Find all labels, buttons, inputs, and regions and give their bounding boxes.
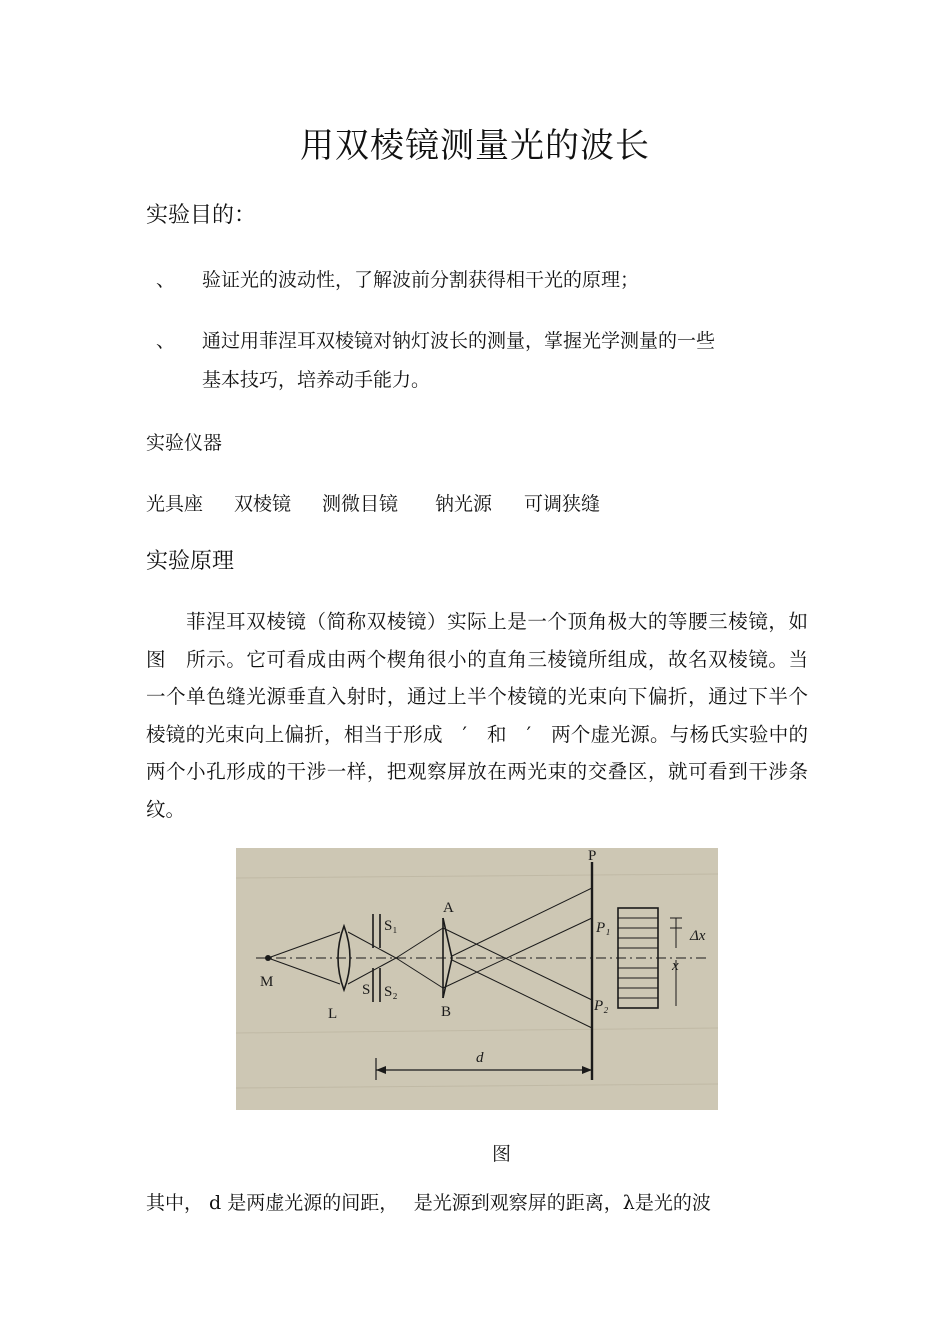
label-x: x [672, 958, 679, 974]
label-B: B [441, 1004, 452, 1020]
label-dx: Δx [690, 928, 706, 944]
instrument-item: 双棱镜 [234, 493, 292, 515]
label-M: M [260, 974, 274, 990]
purpose-heading: 实验目的： [146, 203, 257, 228]
label-S2: S₂ [384, 984, 398, 1000]
label-A: A [443, 900, 454, 916]
label-P2: P₂ [594, 998, 609, 1014]
body-text-line: 其中， d 是两虚光源的间距， 是光源到观察屏的距离，λ是光的波 [146, 1192, 711, 1214]
principle-paragraph: 菲涅耳双棱镜（简称双棱镜）实际上是一个顶角极大的等腰三棱镜，如图 所示。它可看成由两个楔角很小的直角三棱镜所组成，故名双棱镜。当一个单色缝光源垂直入射时，通过上半个棱镜的光束向下偏折，通过下半个棱镜的光束向上偏折，相当于形成 ′ 和 ′ 两个虚光源。与杨氏实验中的两个小孔形成的干涉一样，把观察屏放在两光束的交叠区，就可看到干涉条纹。 [146, 610, 808, 821]
page-title: 用双棱镜测量光的波长 [300, 126, 650, 166]
instruments-heading: 实验仪器 [146, 432, 223, 454]
instrument-item: 可调狭缝 [524, 493, 601, 515]
instrument-item: 钠光源 [435, 493, 493, 515]
instrument-item: 光具座 [146, 493, 204, 515]
label-P1: P₁ [596, 920, 611, 936]
principle-heading: 实验原理 [146, 549, 235, 574]
list-item: 验证光的波动性，了解波前分割获得相干光的原理； [202, 269, 640, 291]
figure-caption: 图 [492, 1143, 512, 1165]
list-item: 通过用菲涅耳双棱镜对钠灯波长的测量，掌握光学测量的一些 [202, 330, 716, 352]
instrument-item: 测微目镜 [322, 493, 399, 515]
biprism-figure [236, 848, 718, 1110]
label-d: d [476, 1050, 484, 1066]
list-bullet: 、 [156, 330, 176, 352]
list-bullet: 、 [156, 269, 176, 291]
label-S1: S₁ [384, 918, 398, 934]
label-P: P [588, 848, 597, 864]
label-L: L [328, 1006, 338, 1022]
list-item-continuation: 基本技巧，培养动手能力。 [202, 369, 431, 391]
label-S: S [362, 982, 371, 998]
